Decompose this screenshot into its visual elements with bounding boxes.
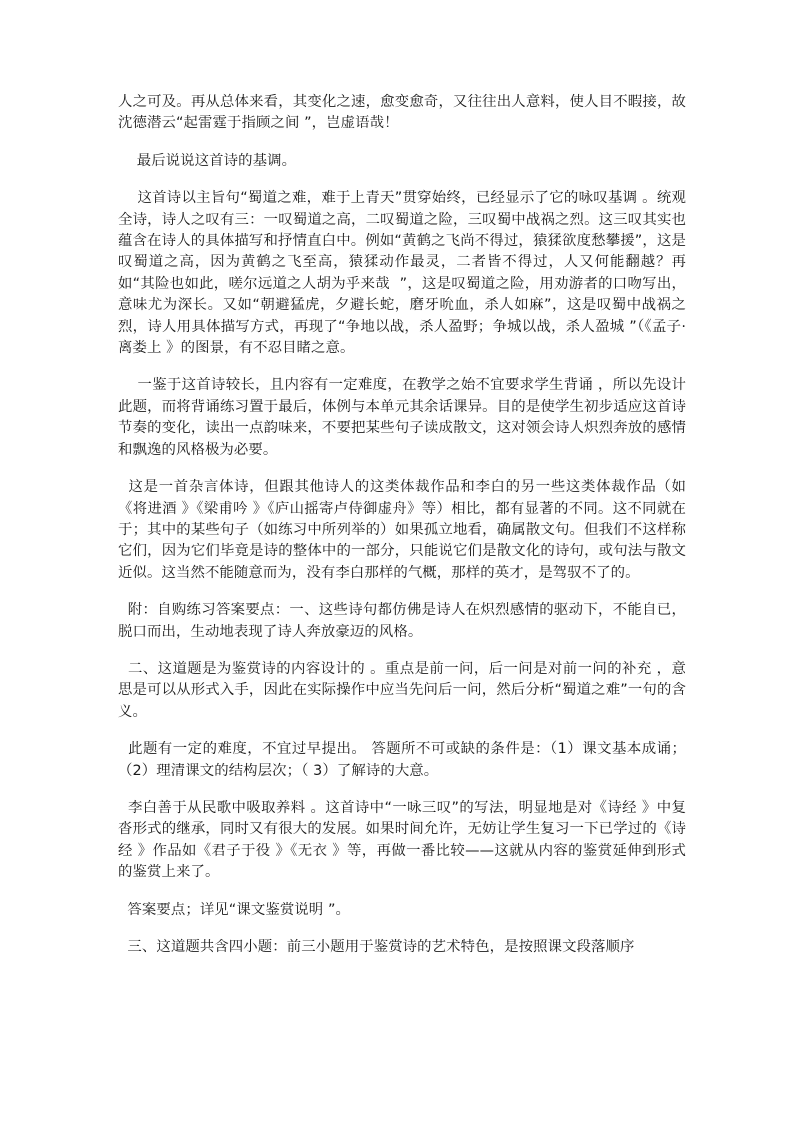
paragraph-9: 李白善于从民歌中吸取养料 。这首诗中“一咏三叹”的写法，明显地是对《诗经 》中复沓形式的继承，同时又有很大的发展。如果时间允许，无妨让学生复习一下已学过的《诗经 》作品如《君子于役 》《无衣 》等，再做一番比较——这就从内容的鉴赏延伸到形式的鉴赏上来了。 — [118, 799, 686, 881]
paragraph-10: 答案要点；详见“课文鉴赏说明 ”。 — [118, 901, 351, 918]
paragraph-2: 最后说说这首诗的基调。 — [118, 152, 297, 169]
paragraph-4: 一鉴于这首诗较长，且内容有一定难度，在教学之始不宜要求学生背诵 ，所以先设计此题，而将背诵练习置于最后，体例与本单元其余话课异。目的是使学生初步适应这首诗节奏的变化，读出一点韵味来，不要把某些句子读成散文，这对领会诗人炽烈奔放的感情和飘逸的风格极为必要。 — [118, 377, 686, 458]
paragraph-7: 二、这道题是为鉴赏诗的内容设计的 。重点是前一问，后一问是对前一问的补充 ，意思是可以从形式入手，因此在实际操作中应当先问后一问，然后分析“蜀道之难”一句的含义。 — [118, 660, 686, 720]
paragraph-5: 这是一首杂言体诗，但跟其他诗人的这类体裁作品和李白的另一些这类体裁作品（如《将进酒 》《梁甫吟 》《庐山摇寄卢侍御虚舟》等）相比，都有显著的不同。这不同就在于；其中的某些句子（如练习中所列举的）如果孤立地看，确属散文句。但我们不这样称它们，因为它们毕竟是诗的整体中的一部分，只能说它们是散文化的诗句，或句法与散文近似。这当然不能随意而为，没有李白那样的气概，那样的英才，是驾驭不了的。 — [118, 479, 687, 581]
paragraph-11: 三、这道题共含四小题：前三小题用于鉴赏诗的艺术特色，是按照课文段落顺序 — [118, 939, 635, 955]
paragraph-8: 此题有一定的难度，不宜过早提出。 答题所不可或缺的条件是：（1）课文基本成诵；（2）理清课文的结构层次；（ 3）了解诗的大意。 — [118, 741, 686, 779]
document-page — [118, 92, 686, 974]
paragraph-6: 附：自购练习答案要点：一、这些诗句都仿佛是诗人在炽烈感情的驱动下，不能自已，脱口而出，生动地表现了诗人奔放豪迈的风格。 — [118, 602, 686, 640]
paragraph-1: 人之可及。再从总体来看，其变化之速，愈变愈奇，又往往出人意料，使人目不暇接，故沈德潜云“起雷霆于指顾之间 ”，岂虚语哉！ — [118, 94, 686, 132]
paragraph-3: 这首诗以主旨句“蜀道之难，难于上青天”贯穿始终，已经显示了它的咏叹基调 。统观全诗，诗人之叹有三：一叹蜀道之高，二叹蜀道之险，三叹蜀中战祸之烈。这三叹其实也蕴含在诗人的具体描写和抒情直白中。例如“黄鹤之飞尚不得过，猿猱欲度愁攀援”，这是叹蜀道之高，因为黄鹤之飞至高，猿猱动作最灵，二者皆不得过，人又何能翻越？再如“其险也如此，嗟尔远道之人胡为乎来哉 ”，这是叹蜀道之险，用劝游者的口吻写出，意味尤为深长。又如“朝避猛虎，夕避长蛇，磨牙吮血，杀人如麻”，这是叹蜀中战祸之烈，诗人用具体描写方式，再现了“争地以战，杀人盈野；争城以战，杀人盈城 ”（《孟子·离娄上 》的图景，有不忍目睹之意。 — [118, 190, 686, 357]
